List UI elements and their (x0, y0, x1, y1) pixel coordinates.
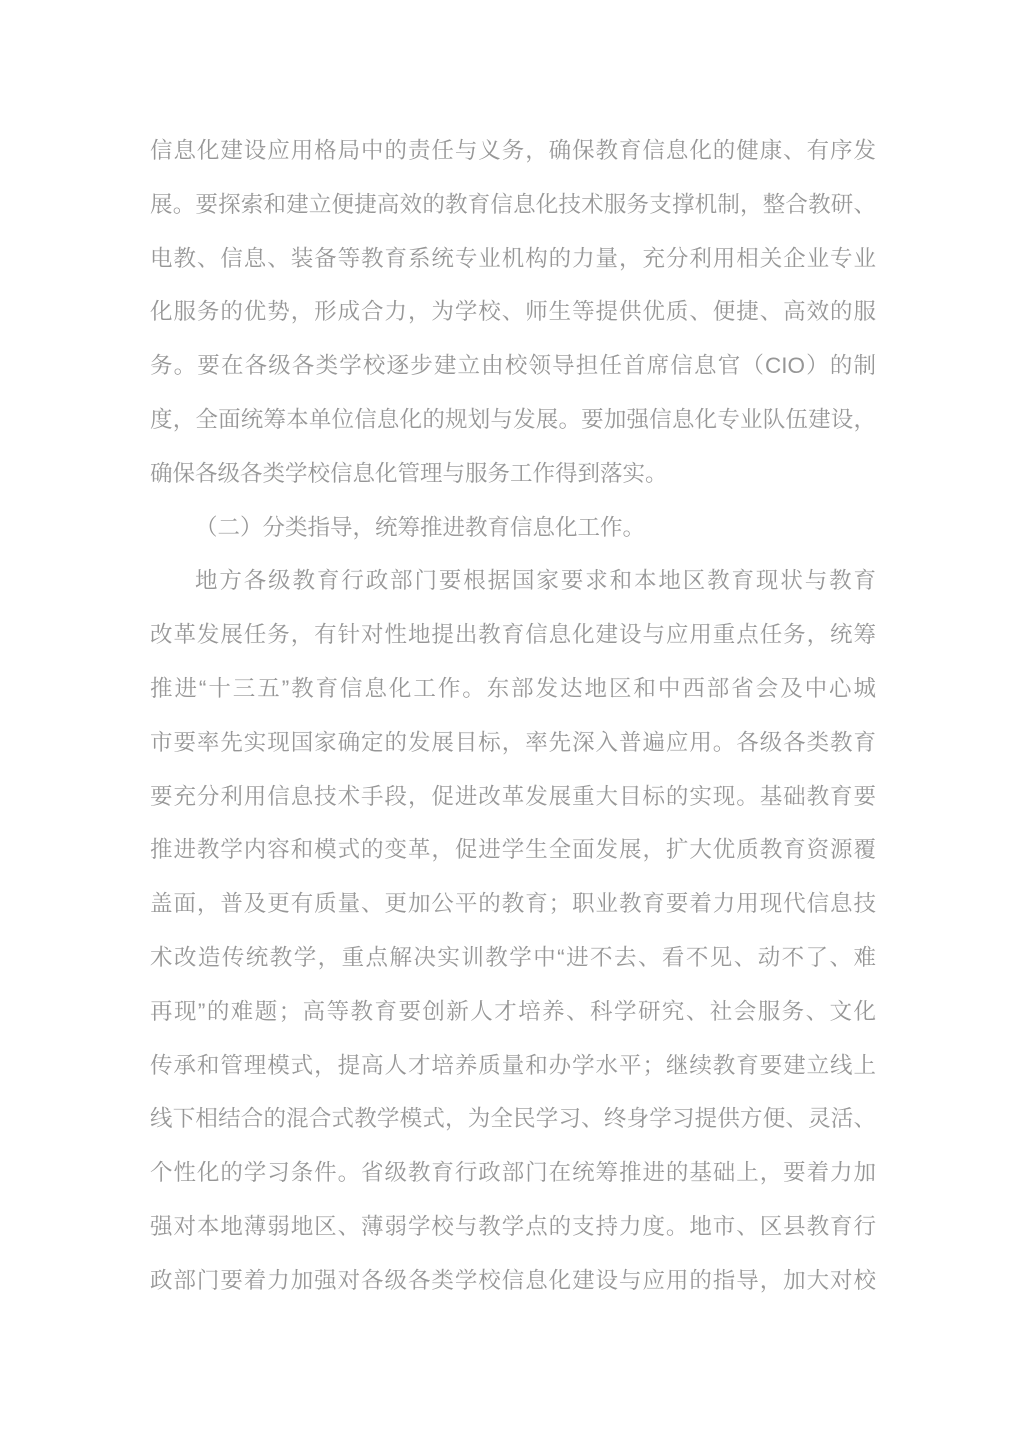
text-block (150, 124, 876, 1308)
text-line: 个性化的学习条件。省级教育行政部门在统筹推进的基础上，要着力加 (150, 1160, 876, 1186)
text-line: 务。要在各级各类学校逐步建立由校领导担任首席信息官（CIO）的制 (150, 353, 876, 379)
text-line: 化服务的优势，形成合力，为学校、师生等提供优质、便捷、高效的服 (150, 299, 876, 325)
text-line: 确保各级各类学校信息化管理与服务工作得到落实。 (150, 460, 668, 486)
text-line: 地方各级教育行政部门要根据国家要求和本地区教育现状与教育 (195, 568, 876, 594)
text-line: 改革发展任务，有针对性地提出教育信息化建设与应用重点任务，统筹 (150, 622, 876, 648)
text-line: 展。要探索和建立便捷高效的教育信息化技术服务支撑机制，整合教研、 (150, 191, 876, 217)
text-line: 术改造传统教学，重点解决实训教学中“进不去、看不见、动不了、难 (150, 944, 876, 970)
text-line: 再现”的难题；高等教育要创新人才培养、科学研究、社会服务、文化 (150, 998, 876, 1024)
text-line: 电教、信息、装备等教育系统专业机构的力量，充分利用相关企业专业 (150, 245, 876, 271)
text-line: 推进教学内容和模式的变革，促进学生全面发展，扩大优质教育资源覆 (150, 837, 876, 863)
text-line: 线下相结合的混合式教学模式，为全民学习、终身学习提供方便、灵活、 (150, 1106, 876, 1132)
text-line: 要充分利用信息技术手段，促进改革发展重大目标的实现。基础教育要 (150, 783, 876, 809)
text-line: 信息化建设应用格局中的责任与义务，确保教育信息化的健康、有序发 (150, 138, 876, 163)
text-line: 政部门要着力加强对各级各类学校信息化建设与应用的指导，加大对校 (150, 1267, 876, 1293)
text-line: 市要率先实现国家确定的发展目标，率先深入普遍应用。各级各类教育 (150, 729, 876, 755)
text-line: 盖面，普及更有质量、更加公平的教育；职业教育要着力用现代信息技 (150, 891, 876, 917)
text-line: （二）分类指导，统筹推进教育信息化工作。 (195, 514, 646, 540)
text-line: 度，全面统筹本单位信息化的规划与发展。要加强信息化专业队伍建设， (150, 406, 876, 432)
text-line: 推进“十三五”教育信息化工作。东部发达地区和中西部省会及中心城 (150, 675, 876, 701)
text-line: 传承和管理模式，提高人才培养质量和办学水平；继续教育要建立线上 (150, 1052, 876, 1078)
text-line: 强对本地薄弱地区、薄弱学校与教学点的支持力度。地市、区县教育行 (150, 1213, 876, 1239)
